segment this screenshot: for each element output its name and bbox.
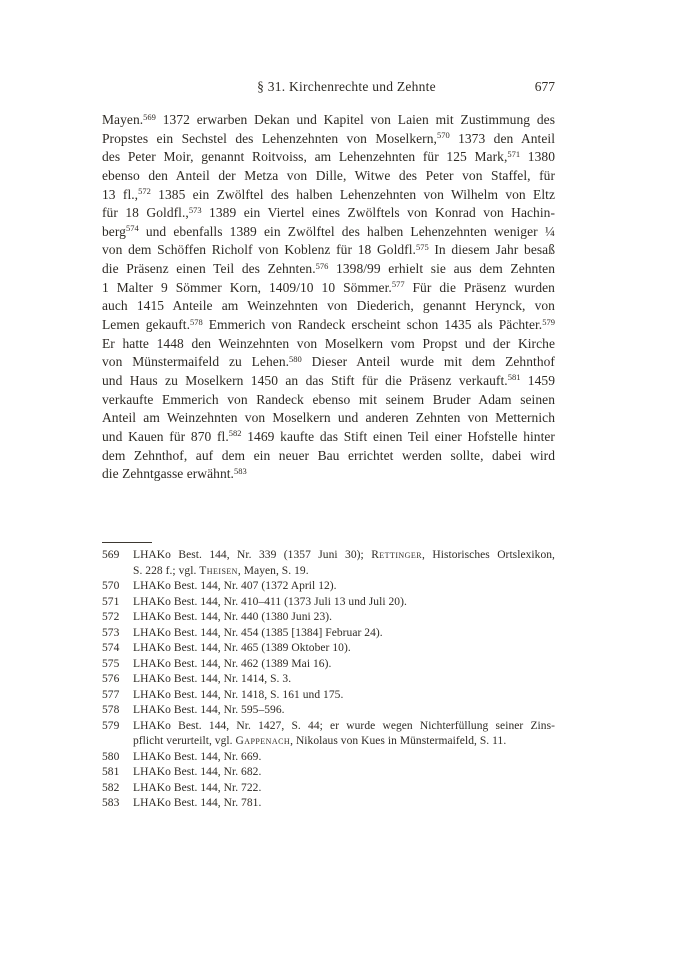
footnote-number: 573 — [102, 626, 120, 639]
footnote-line — [102, 750, 555, 766]
text-run: 1469 kaufte das Stift einen Teil einer Hofstelle hinter — [241, 428, 555, 444]
footnote-line — [102, 703, 555, 719]
page-number: 677 — [534, 79, 555, 94]
body-line — [102, 409, 555, 428]
text-run: für 18 Goldfl., — [102, 205, 189, 221]
footnote-ref: 572 — [138, 186, 151, 197]
footnote-ref: 574 — [125, 223, 139, 234]
body-line — [102, 297, 555, 316]
body-line — [102, 447, 555, 466]
footnote-number: 569 — [102, 549, 120, 561]
text-run: von dem Schöffen Richolf von Koblenz für 18 Goldfl. — [102, 242, 416, 258]
text-run: 1373 den Anteil — [449, 130, 555, 146]
body-line — [102, 372, 555, 391]
body-paragraph — [102, 111, 555, 484]
text-run: 1459 — [520, 372, 555, 388]
footnote-ref: 569 — [143, 111, 156, 122]
text-run: 1372 erwarben Dekan und Kapitel von Laien mit Zustimmung des — [155, 112, 555, 127]
footnote-line — [102, 796, 555, 812]
footnote-line — [102, 610, 555, 626]
text-run: des Peter Moir, genannt Roitvoiss, am Lehenzehnten für 125 Mark, — [102, 149, 508, 165]
body-line — [102, 130, 555, 149]
footnote-ref: 581 — [507, 372, 521, 383]
footnote-line — [102, 579, 555, 595]
footnote-line — [102, 626, 555, 642]
text-run: S. 228 f.; vgl. — [133, 564, 200, 577]
text-run: 1398/99 erhielt sie aus dem Zehnten — [328, 261, 556, 277]
footnote-number: 583 — [102, 797, 120, 809]
text-run: Für die Präsenz wurden — [404, 279, 555, 295]
footnote-number: 580 — [102, 750, 120, 763]
text-run: In diesem Jahr besaß — [428, 242, 556, 258]
footnote-line — [102, 672, 555, 688]
text-run: LHAKo Best. 144, Nr. 1418, S. 161 und 175. — [133, 688, 344, 701]
body-line — [102, 465, 555, 484]
text-run: Anteil am Weinzehnten von Moselkern und anderen Zehnten von Metternich — [102, 410, 555, 426]
text-run: LHAKo Best. 144, Nr. 410–411 (1373 Juli 13 und Juli 20). — [133, 595, 407, 608]
footnote-ref: 573 — [188, 204, 202, 215]
text-run: Mayen. — [102, 112, 144, 127]
footnote-number: 572 — [102, 611, 120, 623]
text-run: die Präsenz einen Teil des Zehnten. — [102, 261, 316, 277]
smallcaps-author-name: Gappenach — [235, 735, 291, 747]
body-line — [102, 316, 555, 335]
footnote-line — [102, 641, 555, 657]
body-line — [102, 148, 555, 167]
body-line — [102, 111, 555, 130]
text-run: , Historisches Ortslexikon, — [422, 549, 555, 561]
text-run: LHAKo Best. 144, Nr. 440 (1380 Juni 23). — [133, 611, 333, 623]
footnote-number: 577 — [102, 688, 120, 701]
body-line — [102, 391, 555, 410]
text-run: und Kauen für 870 fl. — [102, 428, 229, 444]
text-run: 1385 ein Zwölftel des halben Lehenzehnten von Wilhelm von Eltz — [150, 186, 555, 202]
footnote-ref: 570 — [436, 130, 450, 141]
footnote-number: 574 — [102, 642, 120, 654]
text-run: LHAKo Best. 144, Nr. 462 (1389 Mai 16). — [133, 657, 332, 670]
text-run: Emmerich von Randeck erscheint schon 1435 als Pächter. — [202, 317, 543, 333]
text-run: LHAKo Best. 144, Nr. 1427, S. 44; er wurde wegen Nichterfüllung seiner Zins- — [133, 719, 555, 732]
footnote-number: 581 — [102, 766, 120, 778]
footnote-line — [102, 657, 555, 673]
footnote-line — [102, 548, 555, 564]
footnotes-block — [102, 548, 555, 812]
footnote-line — [102, 719, 555, 735]
text-run: Lemen gekauft. — [102, 317, 190, 333]
text-run: auch 1415 Anteile am Weinzehnten von Diederich, genannt Herynck, von — [102, 298, 555, 314]
footnote-ref: 577 — [391, 279, 405, 290]
text-run: LHAKo Best. 144, Nr. 407 (1372 April 12). — [133, 580, 337, 592]
running-title: § 31. Kirchenrechte und Zehnte — [257, 79, 436, 94]
text-run: LHAKo Best. 144, Nr. 1414, S. 3. — [133, 673, 292, 685]
footnote-ref: 576 — [315, 260, 329, 271]
text-run: , Mayen, S. 19. — [237, 564, 309, 577]
smallcaps-author-name: Rettinger — [371, 549, 423, 561]
text-run: Propstes ein Sechstel des Lehenzehnten von Moselkern, — [102, 130, 437, 146]
footnote-ref: 582 — [228, 428, 242, 439]
footnote-ref: 578 — [190, 316, 203, 327]
text-run: LHAKo Best. 144, Nr. 465 (1389 Oktober 10). — [133, 642, 351, 654]
text-run: LHAKo Best. 144, Nr. 682. — [133, 766, 262, 778]
body-line — [102, 279, 555, 298]
text-run: Er hatte 1448 den Weinzehnten von Moselkern vom Propst und der Kirche — [102, 335, 555, 351]
text-run: Dieser Anteil wurde mit dem Zehnthof — [301, 354, 555, 370]
text-run: 1389 ein Viertel eines Zwölftels von Konrad von Hachin- — [201, 205, 555, 221]
footnote-ref: 579 — [542, 316, 555, 327]
text-run: berg — [102, 223, 126, 239]
page-header — [102, 79, 555, 95]
body-line — [102, 353, 555, 372]
footnote-line — [102, 688, 555, 704]
text-run: LHAKo Best. 144, Nr. 781. — [133, 797, 262, 809]
footnote-line — [102, 765, 555, 781]
text-run: LHAKo Best. 144, Nr. 595–596. — [133, 704, 285, 716]
text-run: ebenso den Anteil der Metza von Dille, Witwe des Peter von Staffel, für — [102, 167, 555, 183]
body-line — [102, 241, 555, 260]
body-line — [102, 260, 555, 279]
text-run: und Haus zu Moselkern 1450 an das Stift für die Präsenz verkauft. — [102, 372, 508, 388]
footnote-line — [102, 781, 555, 797]
footnote-ref: 580 — [289, 353, 302, 364]
body-line — [102, 167, 555, 186]
text-run: von Münstermaifeld zu Lehen. — [102, 354, 290, 370]
body-line — [102, 204, 555, 223]
body-line — [102, 223, 555, 242]
footnote-continuation-line — [102, 564, 555, 580]
text-run: 1 Malter 9 Sömmer Korn, 1409/10 10 Sömmer. — [102, 279, 392, 295]
text-run: LHAKo Best. 144, Nr. 722. — [133, 781, 262, 794]
text-run: die Zehntgasse erwähnt. — [102, 466, 234, 482]
footnote-number: 575 — [102, 657, 120, 670]
body-line — [102, 186, 555, 205]
text-run: LHAKo Best. 144, Nr. 454 (1385 [1384] Februar 24). — [133, 626, 383, 639]
footnote-number: 571 — [102, 595, 120, 608]
body-line — [102, 335, 555, 354]
text-run: dem Zehnthof, auf dem ein neuer Bau errichtet werden sollte, dabei wird — [102, 447, 555, 463]
text-run: 1380 — [520, 149, 556, 165]
footnote-number: 576 — [102, 673, 120, 685]
text-run: LHAKo Best. 144, Nr. 339 (1357 Juni 30); — [133, 549, 372, 561]
footnote-line — [102, 595, 555, 611]
footnote-number: 578 — [102, 704, 120, 716]
footnote-ref: 571 — [507, 148, 521, 159]
text-run: LHAKo Best. 144, Nr. 669. — [133, 750, 262, 763]
smallcaps-author-name: Theisen — [199, 564, 238, 577]
footnote-ref: 575 — [415, 241, 429, 252]
text-run: und ebenfalls 1389 ein Zwölftel des halben Lehenzehnten weniger ¼ — [138, 223, 555, 239]
text-run: pflicht verurteilt, vgl. — [133, 735, 236, 747]
text-run: verkaufte Emmerich von Randeck ebenso mit seinem Bruder Adam seinen — [102, 391, 555, 407]
text-run: 13 fl., — [102, 186, 139, 202]
footnote-continuation-line — [102, 734, 555, 750]
footnote-number: 579 — [102, 719, 120, 732]
text-run: , Nikolaus von Kues in Münstermaifeld, S. 11. — [290, 735, 507, 747]
footnote-number: 570 — [102, 580, 120, 592]
footnote-ref: 583 — [233, 465, 247, 476]
body-line — [102, 428, 555, 447]
footnote-separator — [102, 542, 152, 543]
footnote-number: 582 — [102, 781, 120, 794]
